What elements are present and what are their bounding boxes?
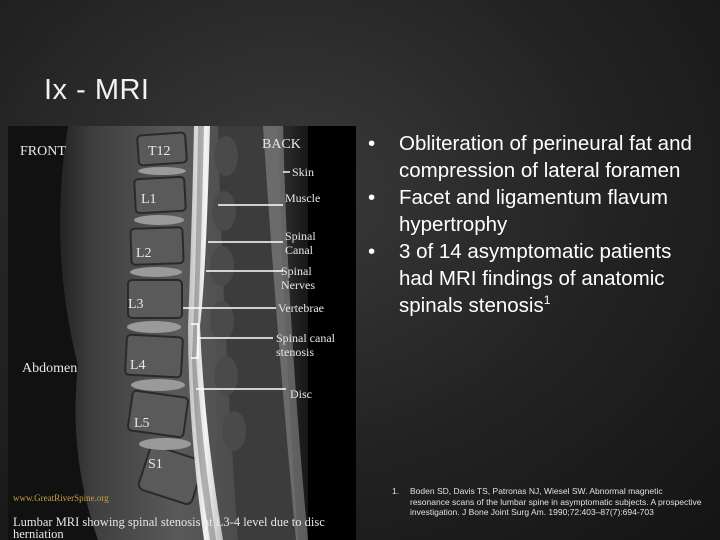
bullet-text: Obliteration of perineural fat and compression of lateral foramen [399, 132, 692, 182]
label-disc: Disc [290, 387, 312, 401]
label-muscle: Muscle [285, 191, 321, 205]
bullet-list [368, 130, 698, 319]
slide-title: Ix - MRI [44, 74, 150, 106]
label-s1: S1 [148, 457, 163, 472]
label-spinal-canal-2: Canal [285, 243, 313, 257]
bullet-item [368, 238, 698, 319]
label-back: BACK [262, 137, 301, 152]
label-l3: L3 [128, 297, 144, 312]
label-l5: L5 [134, 416, 150, 431]
label-stenosis-2: stenosis [276, 345, 315, 359]
reference-number: 1. [392, 486, 400, 496]
bullet-text: Facet and ligamentum flavum hypertrophy [399, 186, 668, 236]
reference-text: Boden SD, Davis TS, Patronas NJ, Wiesel SW. Abnormal magnetic resonance scans of the lumbar spine in asymptomatic subjects. A prospective investigation. J Bone Joint Surg Am. 1990;72:403–87(7):694-703 [410, 486, 702, 517]
label-abdomen: Abdomen [22, 361, 78, 376]
mri-watermark: www.GreatRiverSpine.org [13, 493, 109, 503]
label-spinal-nerves-1: Spinal [281, 264, 312, 278]
label-spinal-nerves-2: Nerves [281, 278, 315, 292]
mri-caption: Lumbar MRI showing spinal stenosis at L3-4 level due to disc herniation [13, 515, 325, 540]
bullet-icon: • [368, 240, 376, 263]
mri-image [8, 126, 356, 540]
label-skin: Skin [292, 165, 315, 179]
bullet-text: 3 of 14 asymptomatic patients had MRI findings of anatomic spinals stenosis [399, 240, 672, 317]
bullet-icon: • [368, 132, 376, 155]
label-l1: L1 [141, 192, 157, 207]
label-front: FRONT [20, 144, 66, 159]
label-stenosis-1: Spinal canal [276, 331, 335, 345]
label-l2: L2 [136, 246, 152, 261]
bullet-item [368, 130, 698, 184]
label-vertebrae: Vertebrae [278, 301, 324, 315]
bullet-icon: • [368, 186, 376, 209]
label-l4: L4 [130, 358, 146, 373]
reference-footnote [392, 486, 702, 518]
label-spinal-canal-1: Spinal [285, 229, 316, 243]
label-t12: T12 [148, 144, 171, 159]
bullet-item [368, 184, 698, 238]
citation-superscript: 1 [543, 293, 551, 308]
